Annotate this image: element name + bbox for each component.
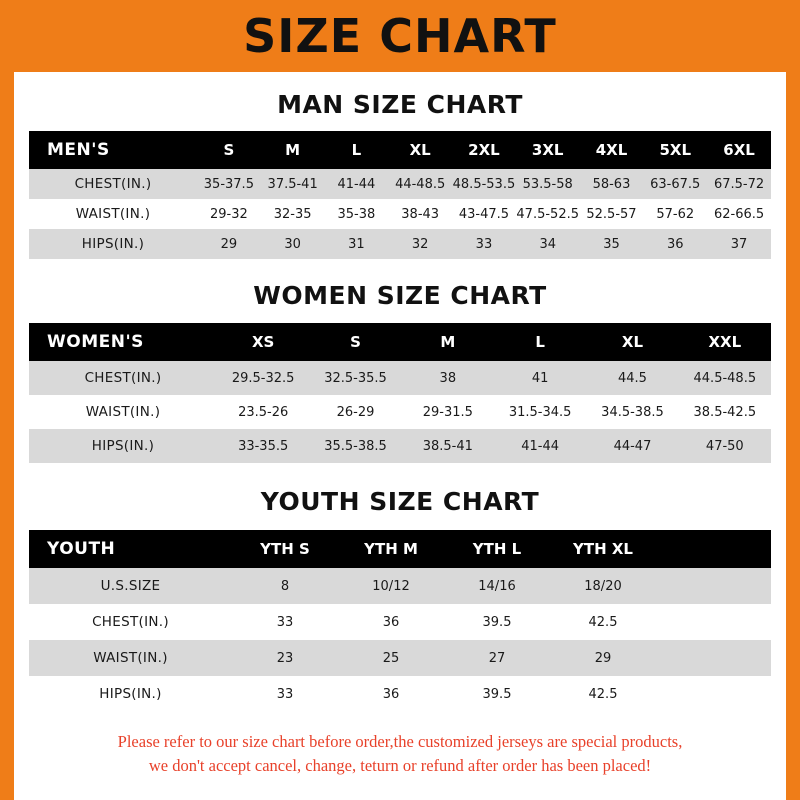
cell: 63-67.5	[643, 169, 707, 199]
col-header-xl: XL	[586, 323, 678, 361]
cell: 31.5-34.5	[494, 395, 586, 429]
cell-spacer	[656, 604, 771, 640]
table-row	[29, 568, 771, 604]
cell: 33	[232, 676, 338, 712]
cell: 32-35	[261, 199, 325, 229]
table-row	[29, 199, 771, 229]
youth-size-table	[29, 530, 771, 712]
women-size-table	[29, 323, 771, 463]
cell: 26-29	[309, 395, 401, 429]
cell-spacer	[656, 640, 771, 676]
col-header-yth-m: YTH M	[338, 530, 444, 568]
cell: 29-31.5	[402, 395, 494, 429]
cell: 38.5-42.5	[679, 395, 771, 429]
cell: 62-66.5	[707, 199, 771, 229]
section-title-youth: YOUTH SIZE CHART	[260, 487, 540, 516]
cell: 44.5	[586, 361, 678, 395]
table-row	[29, 395, 771, 429]
cell: 35-38	[325, 199, 389, 229]
col-header-rowlabel: WOMEN'S	[29, 323, 217, 361]
footer-note	[28, 730, 772, 778]
cell-spacer	[656, 568, 771, 604]
cell: 47-50	[679, 429, 771, 463]
row-label-waist: WAIST(IN.)	[29, 640, 232, 676]
cell: 38.5-41	[402, 429, 494, 463]
cell: 33	[452, 229, 516, 259]
cell: 29.5-32.5	[217, 361, 309, 395]
table-header-row	[29, 323, 771, 361]
cell: 36	[643, 229, 707, 259]
cell: 57-62	[643, 199, 707, 229]
col-header-rowlabel: YOUTH	[29, 530, 232, 568]
col-header-l: L	[325, 131, 389, 169]
cell-spacer	[656, 676, 771, 712]
cell: 34	[516, 229, 580, 259]
cell: 67.5-72	[707, 169, 771, 199]
col-header-5xl: 5XL	[643, 131, 707, 169]
table-header-row	[29, 530, 771, 568]
table-row	[29, 676, 771, 712]
table-row	[29, 640, 771, 676]
table-row	[29, 361, 771, 395]
col-header-xs: XS	[217, 323, 309, 361]
cell: 44-47	[586, 429, 678, 463]
col-header-l: L	[494, 323, 586, 361]
cell: 36	[338, 676, 444, 712]
cell: 37	[707, 229, 771, 259]
cell: 29	[197, 229, 261, 259]
cell: 32.5-35.5	[309, 361, 401, 395]
cell: 52.5-57	[580, 199, 644, 229]
cell: 29	[550, 640, 656, 676]
table-row	[29, 229, 771, 259]
cell: 36	[338, 604, 444, 640]
section-title-men: MAN SIZE CHART	[277, 90, 523, 119]
header-band	[0, 0, 800, 72]
men-size-table	[29, 131, 771, 259]
col-header-m: M	[402, 323, 494, 361]
cell: 38-43	[388, 199, 452, 229]
row-label-hips: HIPS(IN.)	[29, 429, 217, 463]
section-title-women: WOMEN SIZE CHART	[253, 281, 547, 310]
row-label-chest: CHEST(IN.)	[29, 604, 232, 640]
cell: 14/16	[444, 568, 550, 604]
cell: 53.5-58	[516, 169, 580, 199]
cell: 35	[580, 229, 644, 259]
cell: 41	[494, 361, 586, 395]
cell: 30	[261, 229, 325, 259]
col-header-yth-xl: YTH XL	[550, 530, 656, 568]
row-label-us-size: U.S.SIZE	[29, 568, 232, 604]
cell: 10/12	[338, 568, 444, 604]
cell: 31	[325, 229, 389, 259]
cell: 43-47.5	[452, 199, 516, 229]
cell: 47.5-52.5	[516, 199, 580, 229]
col-header-xxl: XXL	[679, 323, 771, 361]
cell: 33	[232, 604, 338, 640]
cell: 39.5	[444, 676, 550, 712]
col-header-3xl: 3XL	[516, 131, 580, 169]
cell: 42.5	[550, 604, 656, 640]
table-row	[29, 429, 771, 463]
cell: 23	[232, 640, 338, 676]
col-header-s: S	[197, 131, 261, 169]
cell: 8	[232, 568, 338, 604]
col-header-xl: XL	[388, 131, 452, 169]
cell: 18/20	[550, 568, 656, 604]
cell: 23.5-26	[217, 395, 309, 429]
table-row	[29, 169, 771, 199]
col-header-4xl: 4XL	[580, 131, 644, 169]
col-header-yth-l: YTH L	[444, 530, 550, 568]
row-label-hips: HIPS(IN.)	[29, 229, 197, 259]
col-header-s: S	[309, 323, 401, 361]
row-label-waist: WAIST(IN.)	[29, 199, 197, 229]
cell: 38	[402, 361, 494, 395]
cell: 35.5-38.5	[309, 429, 401, 463]
col-header-m: M	[261, 131, 325, 169]
cell: 34.5-38.5	[586, 395, 678, 429]
col-header-yth-s: YTH S	[232, 530, 338, 568]
cell: 25	[338, 640, 444, 676]
cell: 44-48.5	[388, 169, 452, 199]
cell: 58-63	[580, 169, 644, 199]
cell: 27	[444, 640, 550, 676]
row-label-hips: HIPS(IN.)	[29, 676, 232, 712]
table-row	[29, 604, 771, 640]
row-label-waist: WAIST(IN.)	[29, 395, 217, 429]
page-title: SIZE CHART	[243, 9, 557, 63]
col-header-spacer	[656, 530, 771, 568]
cell: 39.5	[444, 604, 550, 640]
col-header-rowlabel: MEN'S	[29, 131, 197, 169]
cell: 48.5-53.5	[452, 169, 516, 199]
cell: 35-37.5	[197, 169, 261, 199]
table-header-row	[29, 131, 771, 169]
cell: 29-32	[197, 199, 261, 229]
col-header-6xl: 6XL	[707, 131, 771, 169]
cell: 44.5-48.5	[679, 361, 771, 395]
cell: 32	[388, 229, 452, 259]
row-label-chest: CHEST(IN.)	[29, 169, 197, 199]
cell: 41-44	[325, 169, 389, 199]
footer-note-line2: we don't accept cancel, change, teturn or refund after order has been placed!	[148, 755, 652, 775]
cell: 42.5	[550, 676, 656, 712]
cell: 37.5-41	[261, 169, 325, 199]
content-area	[14, 90, 786, 778]
row-label-chest: CHEST(IN.)	[29, 361, 217, 395]
footer-note-line1: Please refer to our size chart before order,the customized jerseys are special products,	[117, 732, 683, 751]
cell: 33-35.5	[217, 429, 309, 463]
col-header-2xl: 2XL	[452, 131, 516, 169]
cell: 41-44	[494, 429, 586, 463]
